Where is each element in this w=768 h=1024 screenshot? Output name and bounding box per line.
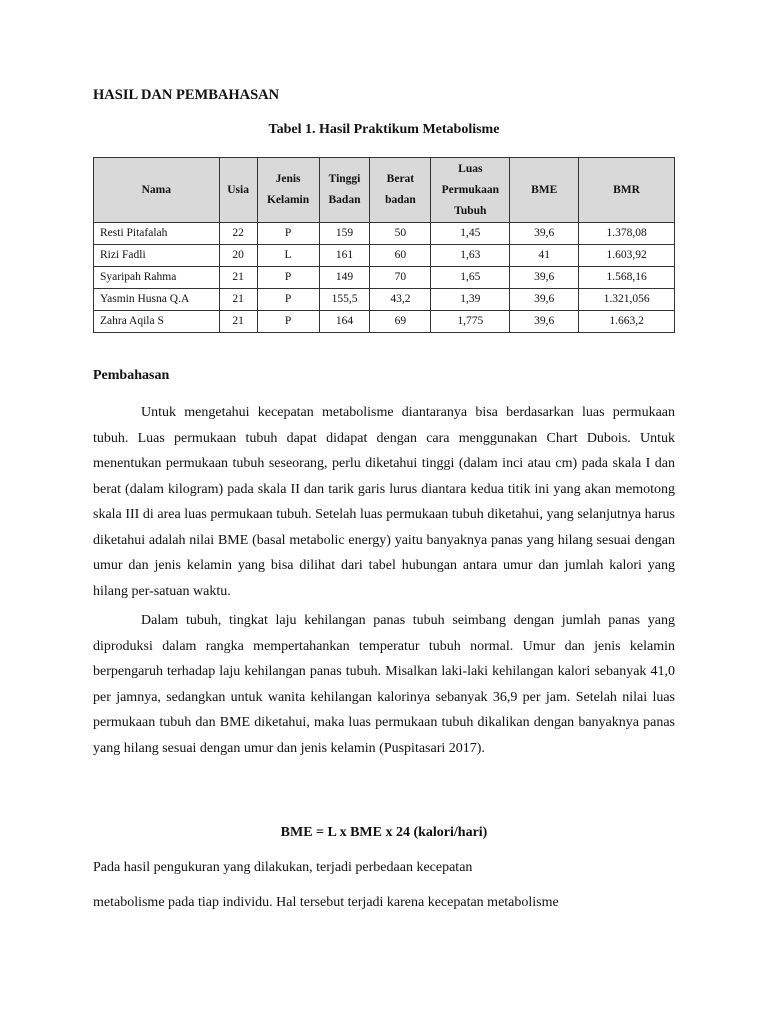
table-row	[94, 289, 675, 311]
table-cell: 1.663,2	[579, 311, 675, 333]
table-cell: 43,2	[370, 289, 431, 311]
header-cell: Jenis Kelamin	[257, 158, 319, 223]
table-cell: 1,65	[431, 267, 510, 289]
table-cell: L	[257, 245, 319, 267]
table-cell: 1.378,08	[579, 223, 675, 245]
table-cell: P	[257, 311, 319, 333]
table-cell: P	[257, 267, 319, 289]
table-cell: 149	[319, 267, 370, 289]
table-cell: 41	[510, 245, 579, 267]
table-row	[94, 223, 675, 245]
table-header-row	[94, 158, 675, 223]
table-cell: 1,775	[431, 311, 510, 333]
table-cell: 1,45	[431, 223, 510, 245]
table-row	[94, 311, 675, 333]
table-cell: 159	[319, 223, 370, 245]
table-cell: 70	[370, 267, 431, 289]
table-cell: 21	[219, 289, 257, 311]
table-cell: 39,6	[510, 267, 579, 289]
discussion-paragraph: Untuk mengetahui kecepatan metabolisme diantaranya bisa berdasarkan luas permukaan tubuh. Luas permukaan tubuh dapat didapat dengan cara menggunakan Chart Dubois. Untuk menentukan permukaan tubuh seseorang, perlu diketahui tinggi (dalam inci atau cm) pada skala I dan berat (dalam kilogram) pada skala II dan tarik garis lurus diantara kedua titik ini yang akan memotong skala III di area luas permukaan tubuh. Setelah luas permukaan tubuh diketahui, yang selanjutnya harus diketahui adalah nilai BME (basal metabolic energy) yaitu banyaknya panas yang hilang sesuai dengan umur dan jenis kelamin yang bisa dilihat dari tabel hubungan antara umur dan jumlah kalori yang hilang per-satuan waktu.	[93, 405, 675, 599]
table-row	[94, 245, 675, 267]
header-cell: Nama	[94, 158, 220, 223]
formula: BME = L x BME x 24 (kalori/hari)	[280, 825, 488, 840]
table-cell: 161	[319, 245, 370, 267]
table-caption: Tabel 1. Hasil Praktikum Metabolisme	[268, 122, 500, 137]
table-cell: 50	[370, 223, 431, 245]
table-cell: Yasmin Husna Q.A	[94, 289, 220, 311]
table-cell: 69	[370, 311, 431, 333]
table-cell: 39,6	[510, 223, 579, 245]
table-cell: 39,6	[510, 289, 579, 311]
table-cell: Zahra Aqila S	[94, 311, 220, 333]
table-cell: 1.321,056	[579, 289, 675, 311]
table-cell: 1.568,16	[579, 267, 675, 289]
header-cell: Usia	[219, 158, 257, 223]
table-cell: Rizi Fadli	[94, 245, 220, 267]
table-cell: P	[257, 289, 319, 311]
closing-line: metabolisme pada tiap individu. Hal tersebut terjadi karena kecepatan metabolisme	[93, 895, 559, 910]
section-heading: HASIL DAN PEMBAHASAN	[93, 87, 280, 103]
table-cell: Syaripah Rahma	[94, 267, 220, 289]
table-row	[94, 267, 675, 289]
closing-line: Pada hasil pengukuran yang dilakukan, terjadi perbedaan kecepatan	[93, 860, 473, 875]
table-cell: 164	[319, 311, 370, 333]
table-cell: 1,63	[431, 245, 510, 267]
header-cell: Tinggi Badan	[319, 158, 370, 223]
header-cell: BME	[510, 158, 579, 223]
header-cell: Luas Permukaan Tubuh	[431, 158, 510, 223]
table-cell: 21	[219, 311, 257, 333]
table-cell: 21	[219, 267, 257, 289]
header-cell: BMR	[579, 158, 675, 223]
discussion-heading: Pembahasan	[93, 368, 170, 383]
table-cell: 60	[370, 245, 431, 267]
results-table	[93, 157, 675, 333]
table-cell: Resti Pitafalah	[94, 223, 220, 245]
table-cell: 20	[219, 245, 257, 267]
table-cell: 22	[219, 223, 257, 245]
header-cell: Berat badan	[370, 158, 431, 223]
discussion-paragraph: Dalam tubuh, tingkat laju kehilangan panas tubuh seimbang dengan jumlah panas yang diproduksi dalam rangka mempertahankan temperatur tubuh normal. Umur dan jenis kelamin berpengaruh terhadap laju kehilangan panas tubuh. Misalkan laki-laki kehilangan kalori sebanyak 41,0 per jamnya, sedangkan untuk wanita kehilangan kalorinya sebanyak 36,9 per jam. Setelah nilai luas permukaan tubuh dan BME diketahui, maka luas permukaan tubuh dikalikan dengan banyaknya panas yang hilang sesuai dengan umur dan jenis kelamin (Puspitasari 2017).	[93, 613, 675, 756]
table-cell: 1.603,92	[579, 245, 675, 267]
table-cell: 39,6	[510, 311, 579, 333]
table-cell: 1,39	[431, 289, 510, 311]
table-cell: 155,5	[319, 289, 370, 311]
table-cell: P	[257, 223, 319, 245]
